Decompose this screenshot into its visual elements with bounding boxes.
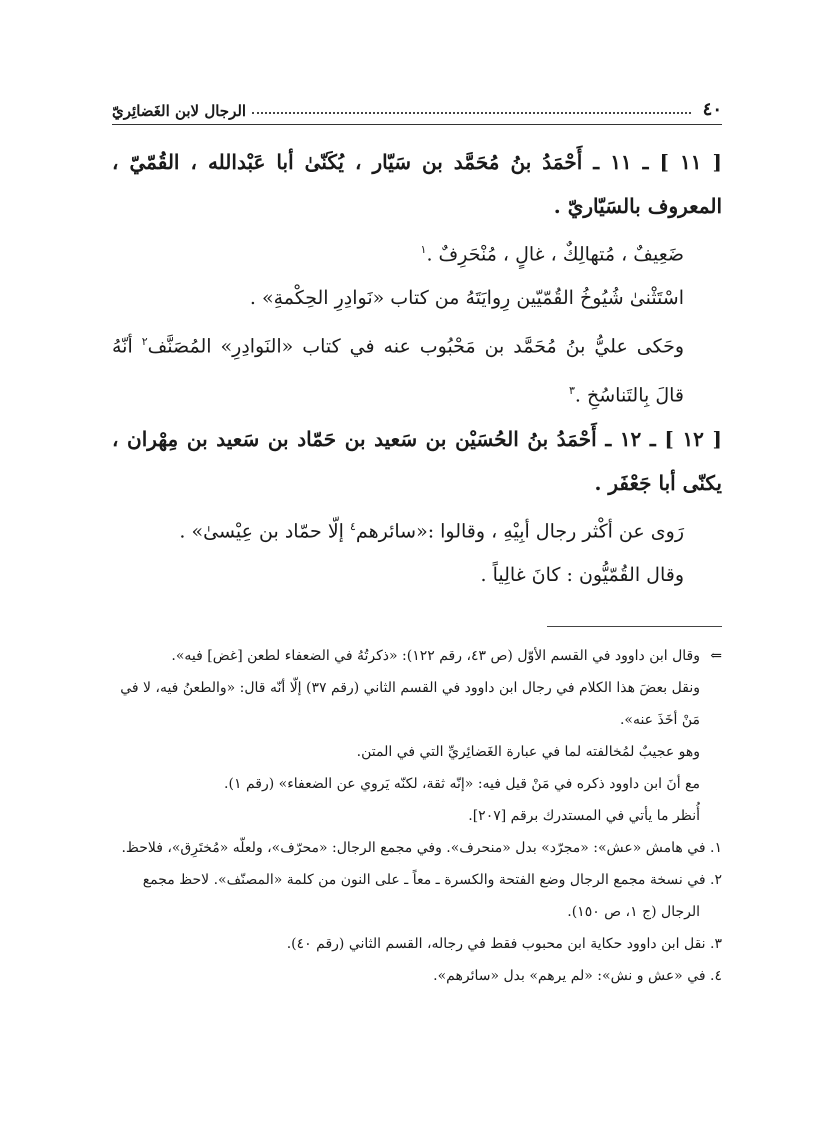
continuation-arrow-icon: ⇐ (710, 648, 722, 664)
entry-12-line-1-text-b: إلّا حمّاد بن عِيْسىٰ» . (179, 520, 344, 543)
footnote-continued-4: مع أنَ ابن داوود ذكره في مَنْ قيل فيه: «إنّه ثقة، لكنّه يَروي عن الضعفاء» (رقم ١). (224, 776, 700, 792)
entry-11-line-3-text-b: أنّهُ قالَ بِالتَناسُخِ . (112, 335, 684, 406)
footnote-ref-1: ١ (420, 243, 427, 256)
footnote-continued-1 (112, 640, 722, 672)
footnote-ref-2: ٢ (141, 335, 148, 349)
footnote-ref-4: ٤ (350, 519, 356, 533)
main-text (112, 140, 722, 597)
footnote-continued-2: ونقل بعضَ هذا الكلام في رجال ابن داوود في القسم الثاني (رقم ٣٧) إلّا أنّه قال: «والطعنُ فيه، لا في مَنْ أخَذَ عنه». (120, 680, 700, 728)
footnote-continued-5: أُنظر ما يأتي في المستدرك برقم [٢٠٧]. (468, 808, 700, 824)
entry-11-line-3-text-a: وحَكى عليُّ بنُ مُحَمَّد بن مَحْبُوب عنه في كتاب «النَوادِرِ» المُصَنَّف (147, 335, 684, 358)
header-dot-leader (252, 112, 691, 114)
footnote-separator (547, 626, 722, 627)
footnote-3: ٣. نقل ابن داوود حكاية ابن محبوب فقط في رجاله، القسم الثاني (رقم ٤٠). (286, 936, 722, 952)
page-number: ٤٠ (702, 99, 722, 120)
entry-11-line-1-text: ضَعِيفٌ ، مُتهالِكٌ ، غالٍ ، مُنْحَرِفٌ . (426, 243, 684, 266)
footnote-4: ٤. في «عش و نش»: «لم يرهم» بدل «سائرهم». (433, 968, 722, 984)
entry-12-line-1-text-a: رَوى عن أكْثر رجال أبِيْهِ ، وقالوا :«سائرهم (355, 520, 684, 543)
running-title: الرجال لابن الغَضائِريّ (112, 102, 247, 120)
footnote-continued-1-text: وقال ابن داوود في القسم الأوّل (ص ٤٣، رقم ١٢٢): «ذكرتُهُ في الضعفاء لطعن [غض] فيه». (171, 648, 700, 664)
entry-11-heading: [ ١١ ] ـ ١١ ـ أَحْمَدُ بنُ مُحَمَّد بن سَيّار ، يُكَنّىٰ أبا عَبْدالله ، القُمّيّ ، المعروف بالسَيّاريّ . (112, 150, 723, 218)
entry-11-line-1 (112, 228, 722, 276)
entry-12-line-2: وقال القُمّيُّون : كانَ غالِياً . (480, 564, 684, 587)
entry-11-line-2: اسْتَثْنىٰ شُيُوخُ القُمّيّين رِوايَتَهُ من كتاب «نَوادِرِ الحِكْمةِ» . (249, 287, 684, 310)
footnote-2: ٢. في نسخة مجمع الرجال وضع الفتحة والكسرة ـ معاً ـ على النون من كلمة «المصنّف». لاحظ مجمع الرجال (ج ١، ص ١٥٠). (142, 872, 722, 920)
footnote-continued-3: وهو عجيبٌ لمُخالفته لما في عبارة الغَضائِريِّ التي في المتن. (356, 744, 700, 760)
footnote-ref-3: ٣ (568, 383, 575, 397)
footnotes (112, 640, 722, 992)
entry-12-heading: [ ١٢ ] ـ ١٢ ـ أَحْمَدُ بنُ الحُسَيْن بن سَعيد بن حَمّاد بن سَعيد بن مِهْران ، يكنّى أبا جَعْفَر . (112, 426, 722, 495)
entry-12-line-1 (112, 505, 722, 553)
footnote-1: ١. في هامش «عش»: «مجرّد» بدل «منحرف». وفي مجمع الرجال: «محرّف»، ولعلّه «مُختَرِق»، فلاحظ. (121, 840, 722, 856)
entry-11-line-3 (112, 320, 722, 417)
running-header (112, 90, 722, 125)
